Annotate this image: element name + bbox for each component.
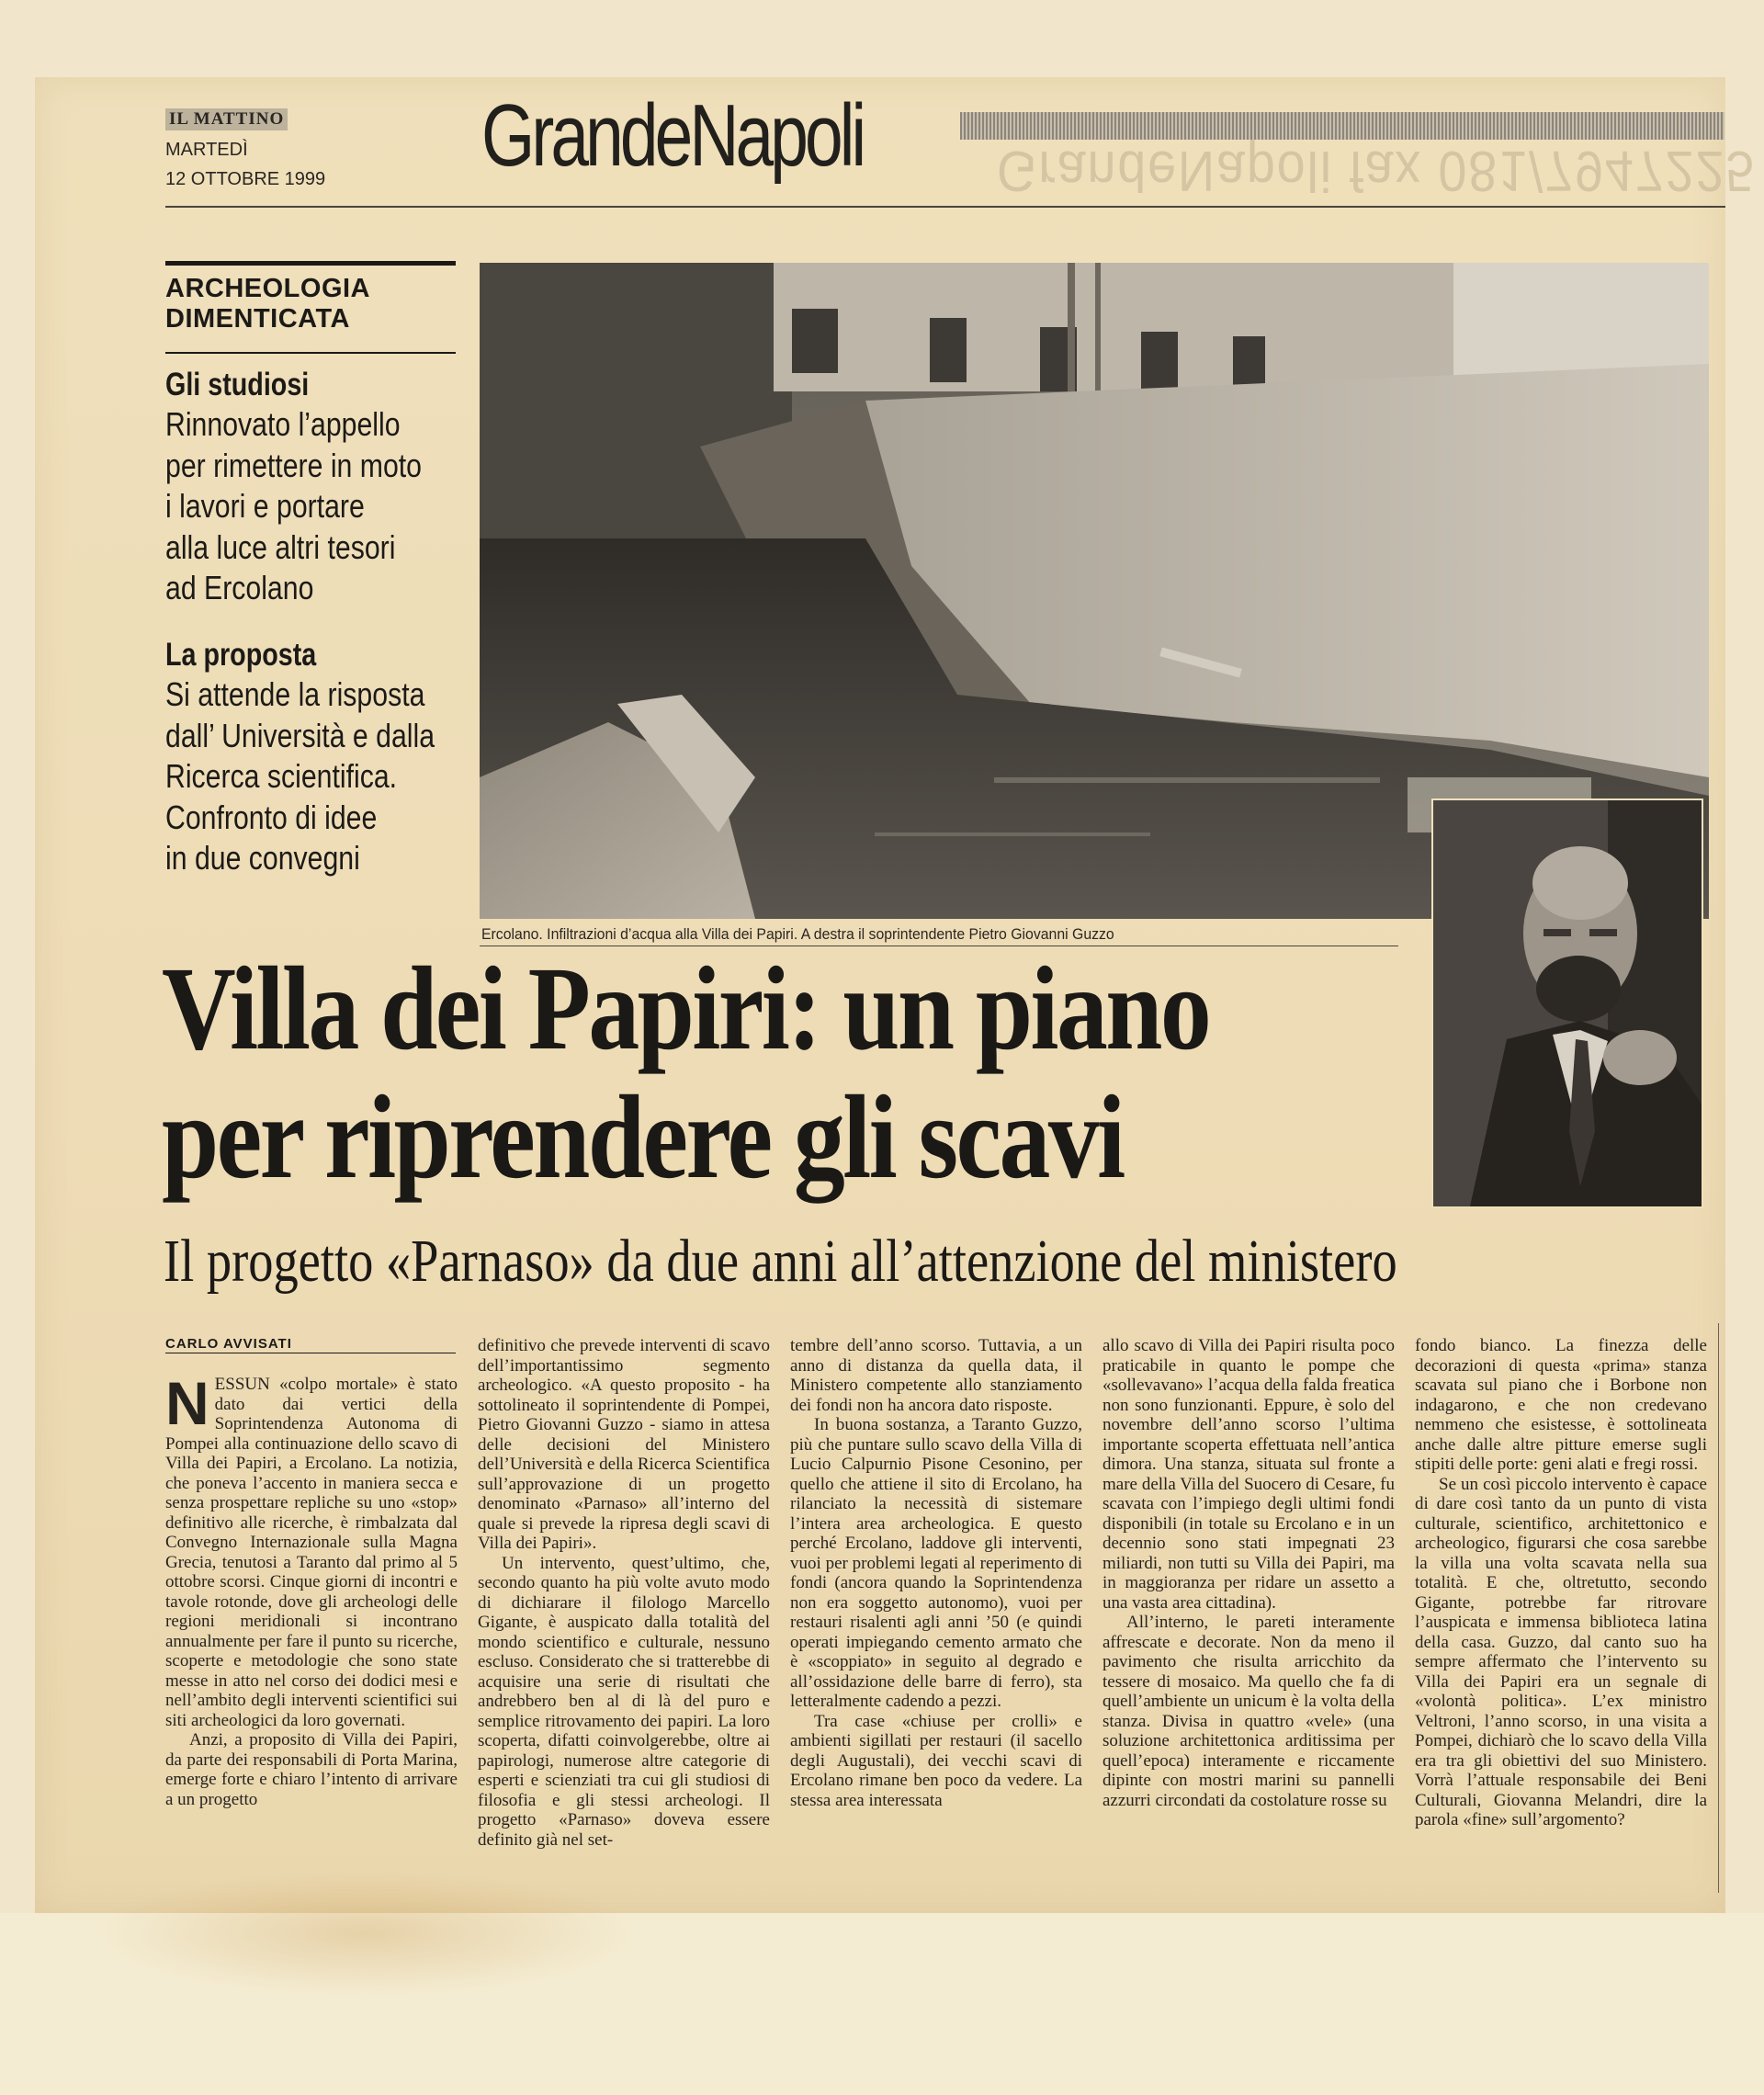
sidebar-line: dall’ Università e dalla <box>165 716 435 754</box>
column-edge-rule <box>1718 1323 1719 1893</box>
article-paragraph: allo scavo di Villa dei Papiri risulta poco praticabile in quanto le pompe che «sollevavano» l’acqua della falda freatica non sono funzionanti. Eppure, è solo del novembre dell’anno scorso l’ultima importante scoperta effettuata nell’antica dimora. Una stanza, situata sul fronte a mare della Villa del Suocero di Cesare, fu scavata con l’impiego degli ultimi fondi disponibili (in totale su Ercolano e in un decennio sono stati impegnati 23 miliardi, non tutti su Villa dei Papiri, ma in maggioranza per ridare un assetto a una vasta area cittadina). <box>1102 1336 1395 1613</box>
sidebar-line: alla luce altri tesori <box>165 527 396 566</box>
sidebar-line: i lavori e portare <box>165 487 365 525</box>
article-column-3 <box>790 1336 1082 1906</box>
bleed-through-text: GrandeNapoli fax 081/7947225 <box>997 139 1756 202</box>
sidebar-heading: Gli studiosi <box>165 367 310 402</box>
article-paragraph: Anzi, a proposito di Villa dei Papiri, da parte dei responsabili di Porta Marina, emerge forte e chiaro l’intento di arrivare a un progetto <box>165 1730 458 1809</box>
paragraph-text: «colpo mortale» è stato dato dai vertici della Soprintendenza Autonoma di Pompei alla continuazione dello scavo di Villa dei Papiri, a Ercolano. La notizia, che poneva l’accento in maniera secca e senza prospettare repliche su uno «stop» definitivo alle ricerche, è rimbalzata dal Convegno Internazionale sulla Magna Grecia, tenutosi a Taranto dal primo al 5 ottobre scorsi. Cinque giorni di incontri e tavole rotonde, dove gli archeologi delle regioni meridionali si incontrano annualmente per fare il punto su ricerche, scoperte e metodologie che sono state messe in atto nel corso dei dodici mesi e nell’ambito degli interventi scientifici sui siti archeologici da loro governati. <box>165 1375 458 1730</box>
sidebar-rule <box>165 261 456 266</box>
article-paragraph: Se un così piccolo intervento è capace di dare così tanto da un punto di vista culturale, scientifico, architettonico e archeologico, figurarsi che cosa sarebbe la villa una volta scavata nella sua totalità. E che, oltretutto, secondo Gigante, potrebbe far ritrovare l’auspicata e immensa biblioteca latina della casa. Guzzo, dal canto suo ha sempre affermato che l’intervento su Villa dei Papiri era un segnale di «volontà politica». L’ex ministro Veltroni, l’anno scorso, in una visita a Pompei, dichiarò che lo scavo della Villa era tra gli obiettivi del suo Ministero. Vorrà l’attuale responsabile dei Beni Culturali, Giovanna Melandri, dire la parola «fine» sull’argomento? <box>1415 1474 1707 1829</box>
article-column-2 <box>478 1336 770 1906</box>
headline-line: per riprendere gli scavi <box>162 1071 1124 1204</box>
kicker-line: ARCHEOLOGIA <box>165 274 370 303</box>
issue-weekday: MARTEDÌ <box>165 140 248 160</box>
kicker-line: DIMENTICATA <box>165 304 350 334</box>
article-paragraph: fondo bianco. La finezza delle decorazioni di questa «prima» stanza scavata sul piano che i Borbone non indagarono, e che non credevano nemmeno che esistesse, è sottolineata anche dalle altre pitture emerse sugli stipiti delle porte: geni alati e fregi rossi. <box>1415 1336 1707 1474</box>
article-column-4 <box>1102 1336 1395 1906</box>
article-paragraph: All’interno, le pareti interamente affrescate e decorate. Non da meno il pavimento che risulta arricchito da tessere di mosaico. Ma quello che fa di quell’ambiente un unicum è la volta della stanza. Divisa in quattro «vele» (una soluzione architettonica arditissima per quell’epoca) interamente e riccamente dipinte con mostri marini su pannelli azzurri circondati da costolature rosse su <box>1102 1613 1395 1810</box>
sidebar-block-studiosi <box>165 366 469 609</box>
byline: CARLO AVVISATI <box>165 1336 292 1352</box>
newspaper-name: IL MATTINO <box>165 108 288 130</box>
sidebar-line: per rimettere in moto <box>165 446 422 484</box>
article-paragraph: Tra case «chiuse per crolli» e ambienti sigillati per restauri (il sacello degli Augustali), dei vecchi scavi di Ercolano rimane ben poco da vedere. La stessa area interessata <box>790 1711 1082 1810</box>
portrait-graphic <box>1433 800 1702 1206</box>
drop-cap: N <box>165 1375 209 1437</box>
sidebar-heading: La proposta <box>165 637 317 673</box>
sidebar-text <box>165 404 474 609</box>
portrait-photo <box>1431 798 1703 1208</box>
article-paragraph: definitivo che prevede interventi di scavo dell’importantissimo segmento archeologico. «A questo proposito - ha sottolineato il soprintendente di Pompei, Pietro Giovanni Guzzo - siamo in attesa delle decisioni del Ministero dell’Università e della Ricerca Scientifica sull’approvazione di un progetto denominato «Parnaso» all’interno del quale si prevede la ripresa degli scavi di Villa dei Papiri». <box>478 1336 770 1553</box>
sidebar-text <box>165 674 474 879</box>
article-paragraph: In buona sostanza, a Taranto Guzzo, più che puntare sullo scavo della Villa di Lucio Calpurnio Pisone Cesonino, per quello che attiene il sito di Ercolano, ha rilanciato la necessità di sistemare l’intera area archeologica. E questo perché Ercolano, laddove gli interventi, vuoi per problemi legati al reperimento di fondi (ancora quando la Soprintendenza non era soggetto autonomo), vuoi per restauri risalenti agli anni ’50 (e quindi operati impiegando cemento armato che è «scoppiato» in seguito al degrado e all’ossidazione delle barre di ferro), sta letteralmente cadendo a pezzi. <box>790 1415 1082 1711</box>
sidebar-block-proposta <box>165 636 469 879</box>
article-paragraph <box>165 1375 458 1730</box>
article-column-1 <box>165 1375 458 1906</box>
sidebar-rule <box>165 352 456 354</box>
sidebar-line: Si attende la risposta <box>165 675 425 713</box>
article-paragraph: tembre dell’anno scorso. Tuttavia, a un anno di distanza da quella data, il Ministero competente allo stanziamento dei fondi non ha ancora dato risposte. <box>790 1336 1082 1415</box>
headline-line: Villa dei Papiri: un piano <box>162 943 1210 1075</box>
photo-caption: Ercolano. Infiltrazioni d’acqua alla Villa dei Papiri. A destra il soprintendente Pietro Giovanni Guzzo <box>481 925 1114 943</box>
sidebar-line: ad Ercolano <box>165 569 314 606</box>
sidebar-line: Rinnovato l’appello <box>165 405 401 443</box>
sidebar-line: in due convegni <box>165 839 360 877</box>
lead-smallcaps: ESSUN <box>214 1375 270 1394</box>
masthead-rule <box>165 206 1725 208</box>
headline <box>162 945 1268 1202</box>
section-title: GrandeNapoli <box>481 86 864 185</box>
sidebar-line: Ricerca scientifica. <box>165 757 398 795</box>
issue-date: 12 OTTOBRE 1999 <box>165 169 326 189</box>
subheadline: Il progetto «Parnaso» da due anni all’attenzione del ministero <box>164 1228 1397 1295</box>
sidebar-line: Confronto di idee <box>165 798 378 836</box>
article-column-5 <box>1415 1336 1707 1906</box>
kicker <box>165 274 459 334</box>
masthead-hatch-bar <box>960 112 1724 140</box>
article-paragraph: Un intervento, quest’ultimo, che, secondo quanto ha più volte avuto modo di dichiarare il filologo Marcello Gigante, è auspicato dalla totalità del mondo scientifico e culturale, nessuno escluso. Considerato che si tratterebbe di acquisire una serie di risultati che andrebbero ben al di là del puro e semplice ritrovamento dei papiri. La loro scoperta, difatti coinvolgerebbe, oltre ai papirologi, numerose altre categorie di esperti e scienziati tra cui gli studiosi di filosofia e gli stessi archeologi. Il progetto «Parnaso» doveva essere definito già nel set- <box>478 1553 770 1850</box>
